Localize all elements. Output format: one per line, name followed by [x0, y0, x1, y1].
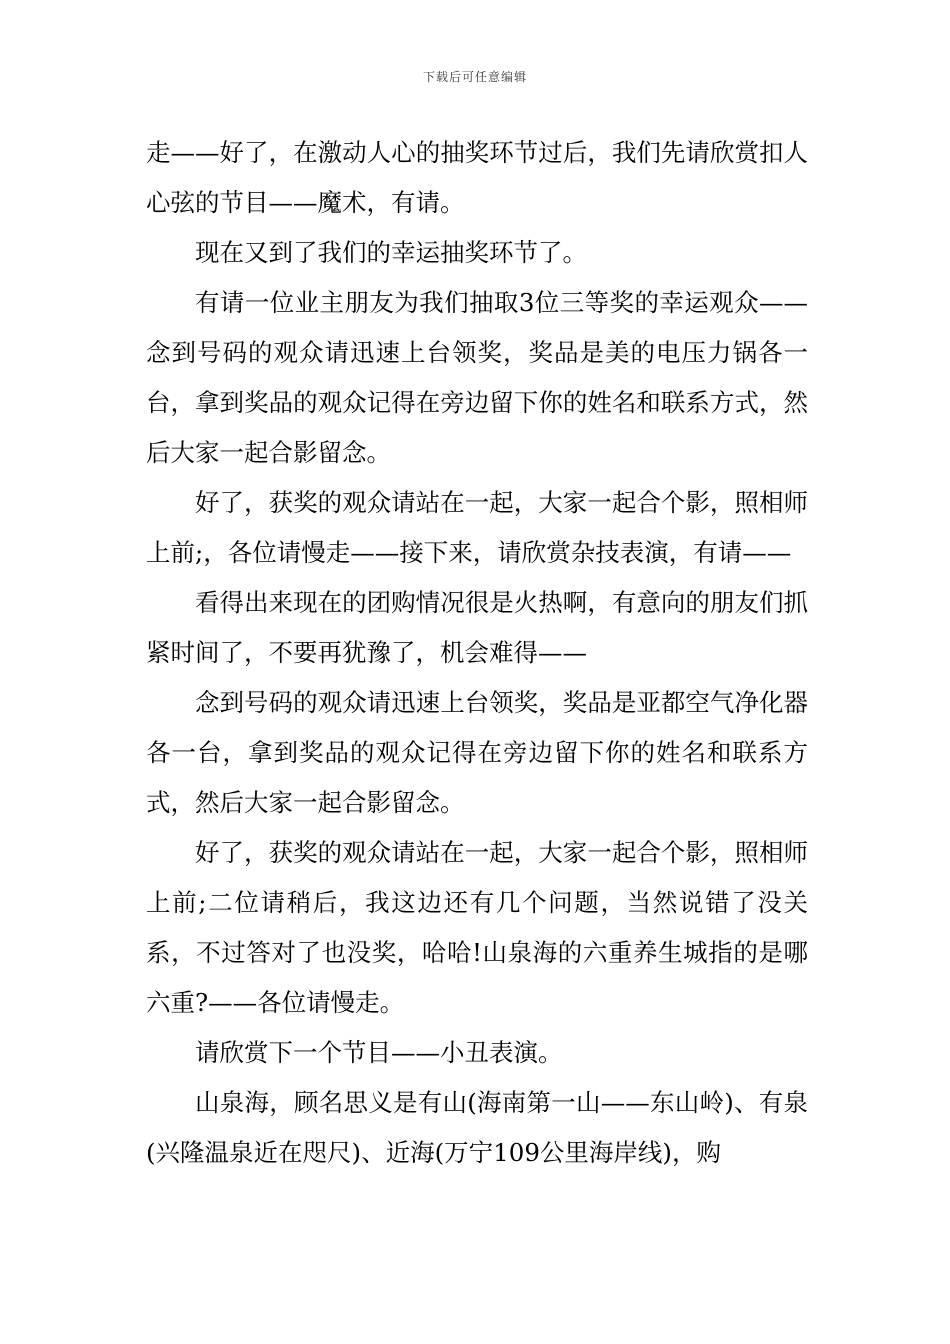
paragraph: 看得出来现在的团购情况很是火热啊，有意向的朋友们抓紧时间了，不要再犹豫了，机会难得—— — [146, 588, 808, 667]
page-header: 下载后可任意编辑 — [422, 70, 527, 84]
paragraph: 走——好了，在激动人心的抽奖环节过后，我们先请欣赏扣人心弦的节目——魔术，有请。 — [146, 138, 808, 217]
paragraph: 好了，获奖的观众请站在一起，大家一起合个影，照相师上前;二位请稍后，我这边还有几个问题，当然说错了没关系，不过答对了也没奖，哈哈!山泉海的六重养生城指的是哪六重?——各位请慢走。 — [146, 838, 808, 1017]
paragraph: 念到号码的观众请迅速上台领奖，奖品是亚都空气净化器各一台，拿到奖品的观众记得在旁边留下你的姓名和联系方式，然后大家一起合影留念。 — [146, 688, 808, 817]
paragraph: 有请一位业主朋友为我们抽取3位三等奖的幸运观众——念到号码的观众请迅速上台领奖，奖品是美的电压力锅各一台，拿到奖品的观众记得在旁边留下你的姓名和联系方式，然后大家一起合影留念。 — [146, 288, 808, 467]
document-body — [146, 128, 808, 1178]
paragraph: 现在又到了我们的幸运抽奖环节了。 — [195, 238, 587, 267]
paragraph: 好了，获奖的观众请站在一起，大家一起合个影，照相师上前;，各位请慢走——接下来，请欣赏杂技表演，有请—— — [146, 488, 808, 567]
paragraph: 请欣赏下一个节目——小丑表演。 — [195, 1038, 563, 1067]
paragraph: 山泉海，顾名思义是有山(海南第一山——东山岭)、有泉(兴隆温泉近在咫尺)、近海(万宁109公里海岸线)，购 — [146, 1088, 808, 1167]
